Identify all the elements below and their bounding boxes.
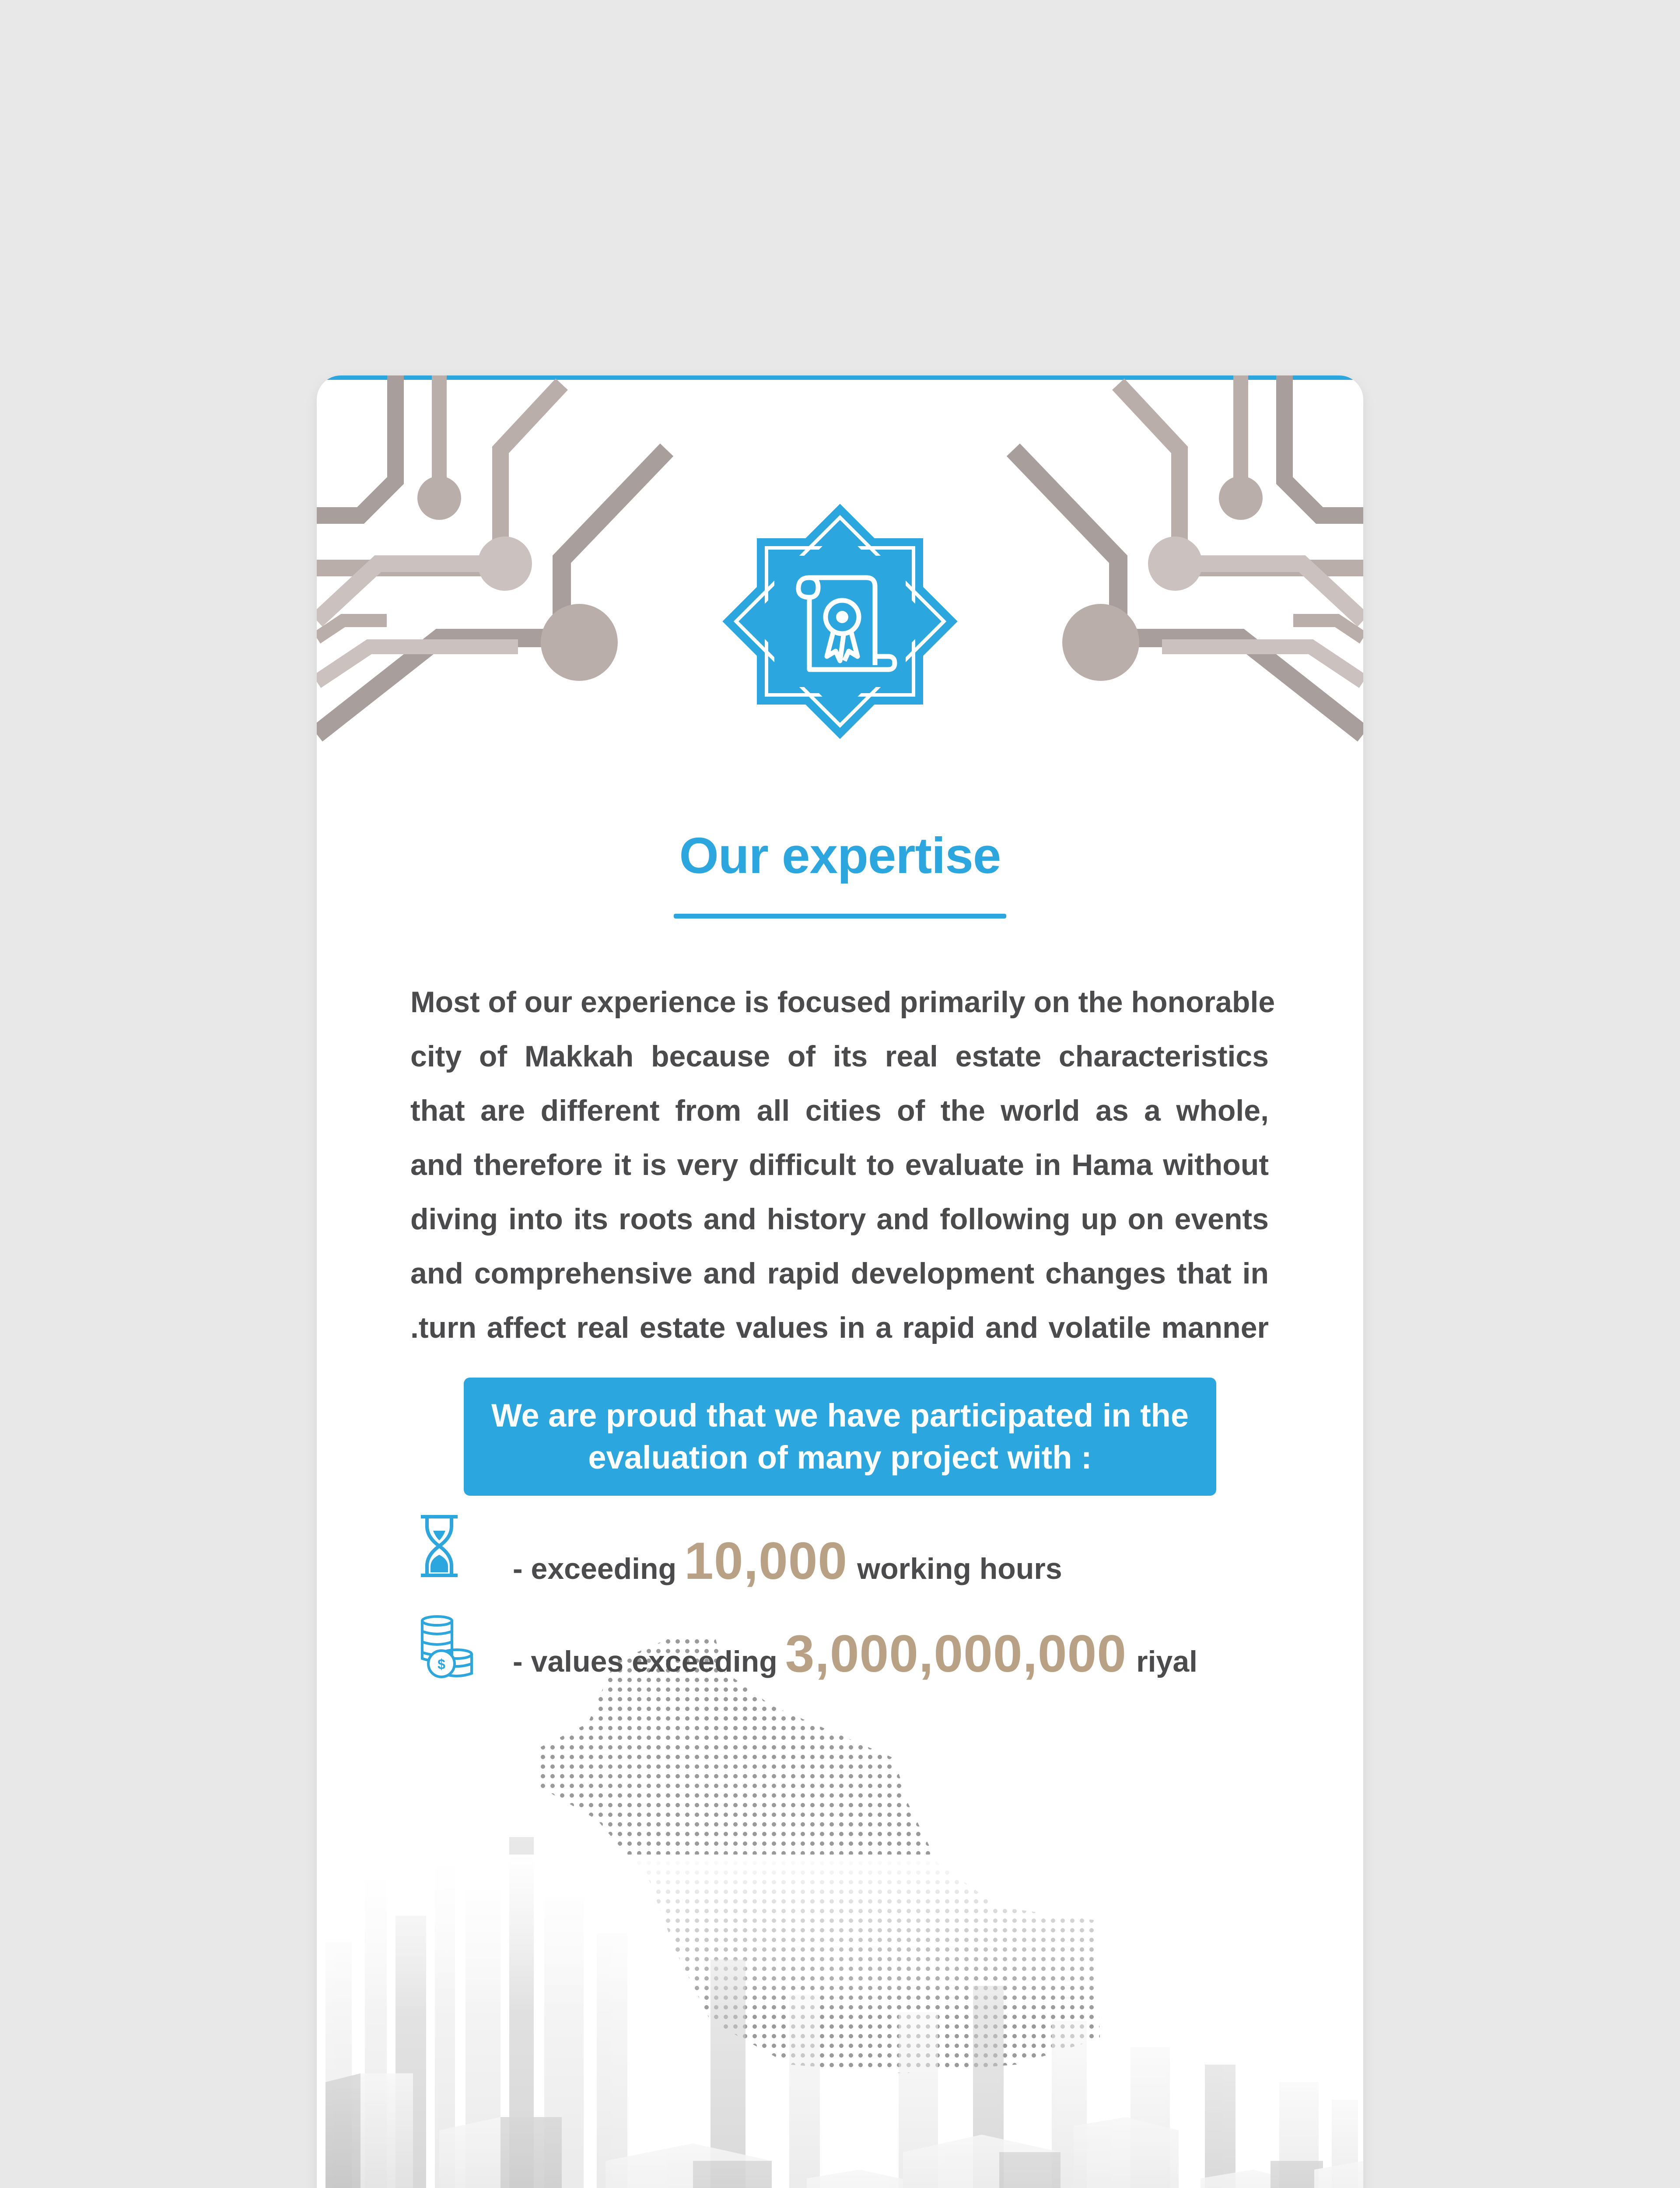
flyer-card bbox=[317, 375, 1363, 2188]
stat-suffix: riyal bbox=[1136, 1645, 1198, 1678]
stat-prefix: - exceeding bbox=[513, 1552, 677, 1585]
body-line: and comprehensive and rapid development changes that in bbox=[410, 1257, 1269, 1290]
body-line: diving into its roots and history and following up on events bbox=[410, 1203, 1269, 1236]
top-accent-line bbox=[317, 375, 1363, 380]
body-line: that are different from all cities of the world as a whole, bbox=[410, 1094, 1269, 1127]
stat-project-values bbox=[513, 1623, 1197, 1684]
hourglass-icon bbox=[417, 1513, 461, 1579]
banner-line-1: We are proud that we have participated in the bbox=[491, 1397, 1189, 1434]
svg-text:$: $ bbox=[438, 1656, 445, 1672]
body-line: .turn affect real estate values in a rapid and volatile manner bbox=[410, 1311, 1269, 1344]
stat-working-hours bbox=[513, 1531, 1062, 1591]
certificate-scroll-icon bbox=[722, 504, 957, 739]
title-underline bbox=[674, 914, 1006, 919]
stat-value: 3,000,000,000 bbox=[785, 1624, 1127, 1683]
body-line: city of Makkah because of its real estate characteristics bbox=[410, 1040, 1269, 1073]
body-line: and therefore it is very difficult to evaluate in Hama without bbox=[410, 1148, 1269, 1182]
banner-line-2: evaluation of many project with : bbox=[588, 1439, 1092, 1476]
stat-suffix: working hours bbox=[857, 1552, 1062, 1585]
page-title: Our expertise bbox=[679, 827, 1001, 884]
stat-prefix: - values exceeding bbox=[513, 1645, 777, 1678]
proud-banner bbox=[464, 1378, 1216, 1496]
body-paragraph bbox=[410, 975, 1275, 1355]
body-line: Most of our experience is focused primarily on the honorable bbox=[410, 985, 1275, 1019]
coins-icon bbox=[417, 1615, 474, 1680]
stat-value: 10,000 bbox=[684, 1532, 848, 1590]
